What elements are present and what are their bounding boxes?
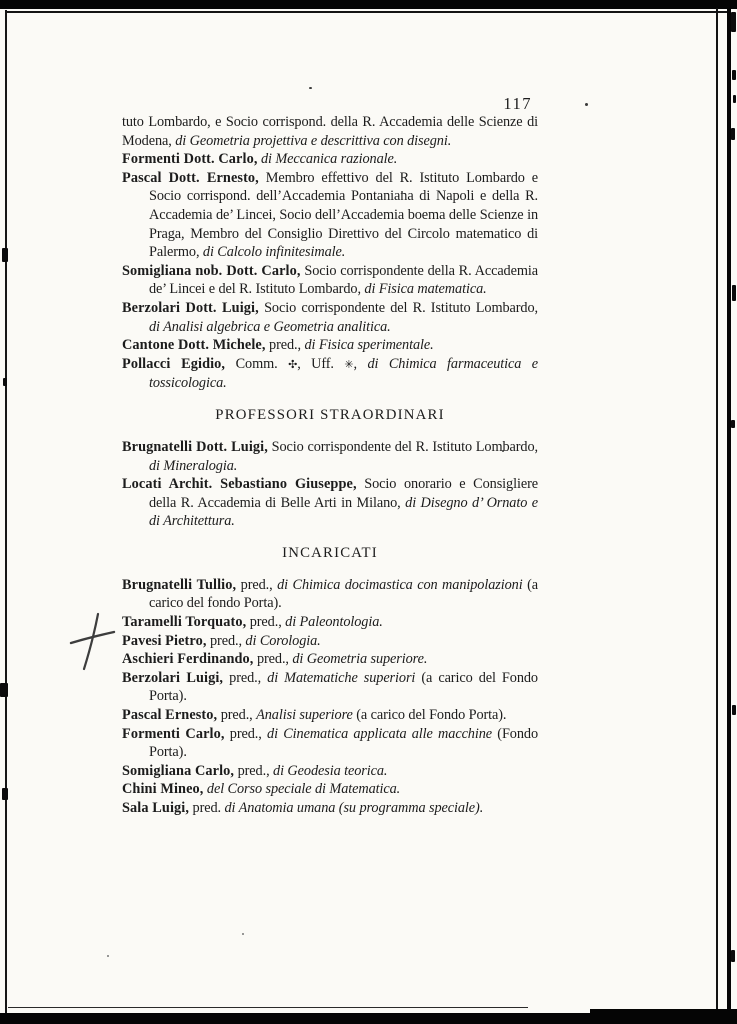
scan-blemish <box>2 788 8 800</box>
person-name: Locati Archit. Sebastiano Giuseppe, <box>122 476 357 493</box>
directory-entry <box>122 262 538 299</box>
entry-text: pred., <box>236 576 278 593</box>
scan-blemish <box>0 683 8 697</box>
person-name: Pollacci Egidio, <box>122 355 226 372</box>
entry-text: pred., <box>224 725 268 742</box>
directory-entry <box>122 299 538 336</box>
entry-text: di Fisica sperimentale. <box>304 337 434 354</box>
person-name: Somigliana nob. Dott. Carlo, <box>122 262 301 279</box>
entry-text: di Anatomia umana (su programma speciale). <box>224 800 484 816</box>
entry-text: di Meccanica razionale. <box>257 151 398 168</box>
entry-text: pred., <box>234 762 274 779</box>
entry-text: pred., <box>223 669 268 686</box>
directory-entry <box>122 355 538 393</box>
ink-speck <box>585 103 588 106</box>
entry-text: , Uff. <box>297 355 345 372</box>
entry-text: di Corologia. <box>245 632 321 649</box>
directory-entry <box>122 780 538 799</box>
entry-text: Socio corrispondente del R. Istituto Lombardo, <box>267 438 538 455</box>
scan-blemish <box>731 420 735 428</box>
person-name: Somigliana Carlo, <box>122 762 235 779</box>
entry-text: (a carico del Fondo Porta). <box>149 669 538 705</box>
ink-speck <box>107 955 109 957</box>
person-name: Pascal Ernesto, <box>122 707 218 724</box>
directory-entry <box>122 150 538 169</box>
scan-blemish <box>731 950 735 962</box>
scan-blemish <box>731 128 735 140</box>
person-name: Pascal Dott. Ernesto, <box>122 169 259 186</box>
scan-blemish <box>731 12 736 32</box>
page-number: 117 <box>503 94 532 113</box>
directory-entry <box>122 632 538 651</box>
person-name: Berzolari Luigi, <box>122 669 224 686</box>
order-decoration-icon: ✳ <box>344 357 354 371</box>
person-name: Chini Mineo, <box>122 781 204 798</box>
directory-entry <box>122 725 538 762</box>
entry-text: di Analisi algebrica e Geometria analitica. <box>149 318 391 335</box>
section-heading: PROFESSORI STRAORDINARI <box>215 406 445 423</box>
entry-text: di Geodesia teorica. <box>273 762 388 779</box>
directory-entry <box>122 169 538 262</box>
entry-text: pred., <box>206 632 246 649</box>
directory-entry <box>122 669 538 706</box>
person-name: Pavesi Pietro, <box>122 632 207 649</box>
directory-entry <box>122 576 538 613</box>
entry-text: pred., <box>253 651 293 668</box>
entry-text: di Chimica docimastica con manipolazioni <box>277 576 523 593</box>
scan-rule-bottom <box>8 1007 528 1008</box>
person-name: Berzolari Dott. Luigi, <box>122 299 259 316</box>
scan-rule-left <box>5 10 7 1015</box>
scan-rule-right-inner <box>716 8 718 1016</box>
scan-blemish <box>732 70 736 80</box>
entry-text: tuto Lombardo, e Socio corrispond. della R. Accademia delle Scienze di Modena, <box>122 114 538 149</box>
entry-text: (Fondo Porta). <box>149 725 538 761</box>
person-name: Cantone Dott. Michele, <box>122 337 266 354</box>
handwritten-cross-annotation <box>66 610 120 674</box>
directory-entry <box>122 706 538 725</box>
entry-text: di Matematiche superiori <box>267 669 416 686</box>
intro-paragraph <box>122 113 538 150</box>
entry-text: Socio onorario e Consigliere della R. Accademia di Belle Arti in Milano, <box>149 476 538 511</box>
scan-blemish <box>733 95 736 103</box>
directory-entry <box>122 336 538 355</box>
entry-text: pred. <box>189 800 225 816</box>
person-name: Formenti Dott. Carlo, <box>122 151 258 168</box>
person-name: Brugnatelli Dott. Luigi, <box>122 438 268 455</box>
entry-text: Membro effettivo del R. Istituto Lombardo e Socio corrispond. dell’Accademia Pontaniana di Napoli e della R. Accademia de’ Lincei, Socio dell’Accademia boema delle Scienze in Praga, Membro del Consiglio Direttivo del Circolo matematico di Palermo, <box>149 169 538 261</box>
sections <box>122 150 538 817</box>
person-name: Taramelli Torquato, <box>122 614 247 631</box>
entry-text: di Cinematica applicata alle macchine <box>267 725 493 742</box>
entry-text: di Paleontologia. <box>285 614 383 631</box>
entry-text: pred., <box>265 337 305 354</box>
directory-entry <box>122 475 538 531</box>
entry-text: Comm. <box>225 355 289 372</box>
directory-entry <box>122 438 538 475</box>
directory-entry <box>122 613 538 632</box>
person-name: Sala Luigi, <box>122 800 190 816</box>
entry-text: (a carico del Fondo Porta). <box>352 707 507 724</box>
entry-text: di Chimica farmaceutica e tossicologica. <box>149 355 539 392</box>
text-column <box>122 0 538 818</box>
person-name: Brugnatelli Tullio, <box>122 576 237 593</box>
directory-entry <box>122 762 538 781</box>
entry-text: Socio corrispondente della R. Accademia de’ Lincei e del R. Istituto Lombardo, <box>149 262 538 298</box>
scan-blemish <box>2 248 8 262</box>
entry-text: di Disegno d’ Ornato e di Architettura. <box>149 494 538 530</box>
entry-text: , <box>353 355 368 372</box>
directory-entry <box>122 799 538 818</box>
entry-text: (a carico del fondo Porta). <box>149 576 538 612</box>
directory-entry <box>122 650 538 669</box>
person-name: Formenti Carlo, <box>122 725 225 742</box>
entry-text: Analisi superiore <box>256 707 353 724</box>
scan-rule-right-outer <box>727 0 731 1024</box>
scan-blemish <box>732 705 736 715</box>
scan-border-bottom-right <box>590 1009 737 1024</box>
entry-text: di Calcolo infinitesimale. <box>202 244 346 261</box>
entry-text: pred., <box>246 614 286 631</box>
ink-speck <box>242 933 244 935</box>
scan-blemish <box>732 285 736 301</box>
entry-text: del Corso speciale di Matematica. <box>203 781 401 798</box>
entry-text: di Geometria superiore. <box>292 651 428 668</box>
scan-blemish <box>3 378 7 386</box>
entry-text: di Mineralogia. <box>149 457 238 474</box>
section-heading: INCARICATI <box>282 544 378 561</box>
entry-text: di Fisica matematica. <box>364 281 487 298</box>
order-decoration-icon: ✣ <box>288 357 298 371</box>
person-name: Aschieri Ferdinando, <box>122 651 254 668</box>
entry-text: pred., <box>217 707 257 724</box>
entry-text: di Geometria projettiva e descrittiva con disegni. <box>175 132 452 149</box>
entry-text: Socio corrispondente del R. Istituto Lombardo, <box>258 299 539 316</box>
